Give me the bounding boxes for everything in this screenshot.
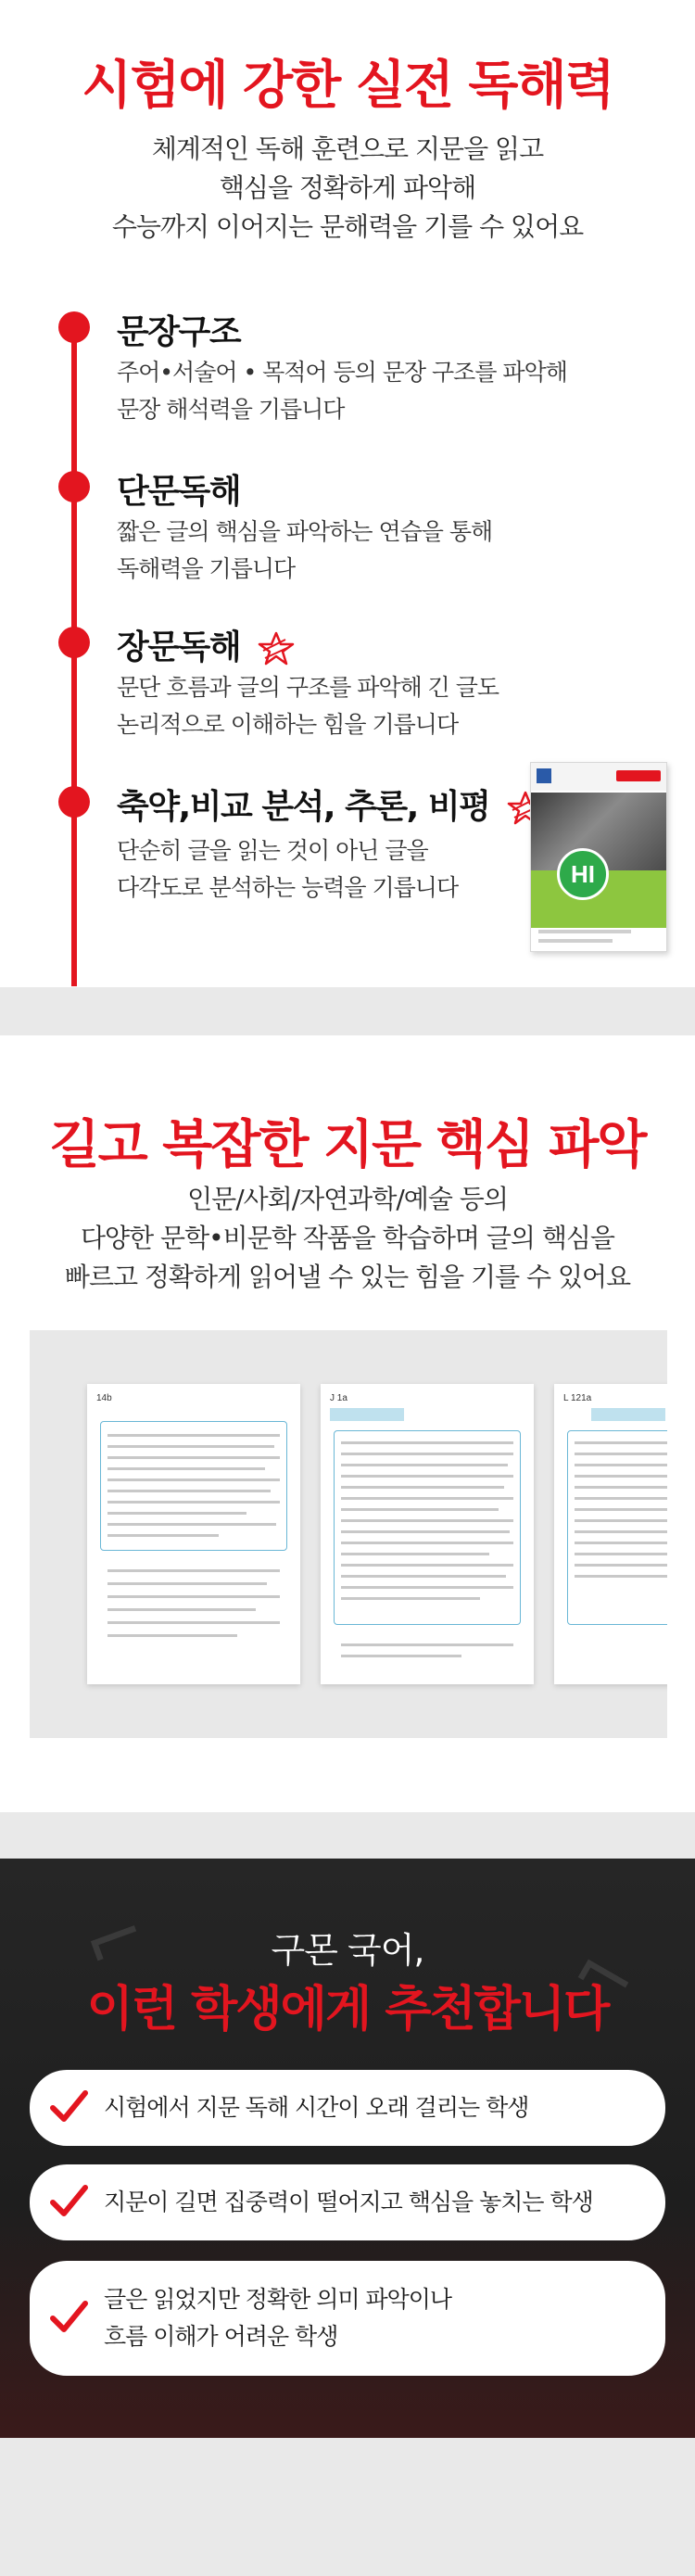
footnote-line (341, 1655, 461, 1657)
passage-line (107, 1501, 280, 1504)
workbook-cover-image (530, 762, 667, 952)
worksheet-label: L 121a (563, 1393, 592, 1403)
section2-subtitle (0, 1180, 695, 1297)
passage-line (575, 1486, 667, 1489)
timeline-desc-line: 논리적으로 이해하는 힘을 기릅니다 (117, 711, 459, 738)
timeline-desc-line: 다각도로 분석하는 능력을 기릅니다 (117, 874, 459, 901)
passage-line (107, 1434, 280, 1437)
passage-line (341, 1553, 489, 1555)
question-line (107, 1595, 280, 1598)
passage-line (575, 1508, 667, 1511)
timeline-desc (117, 832, 458, 907)
timeline-heading (117, 621, 295, 668)
passage-line (341, 1453, 513, 1455)
passage-line (107, 1523, 276, 1526)
book-text-line (538, 939, 613, 943)
passage-line (341, 1564, 513, 1567)
recommendation-item (30, 2070, 665, 2146)
passage-line (341, 1508, 499, 1511)
passage-box (100, 1421, 287, 1551)
passage-box (334, 1430, 521, 1625)
passage-line (575, 1475, 667, 1478)
passage-line (341, 1597, 480, 1600)
timeline-heading: 문장구조 (117, 313, 241, 351)
section1-subtitle-line: 수능까지 이어지는 문해력을 기를 수 있어요 (111, 211, 584, 242)
question-line (107, 1582, 267, 1585)
passage-line (107, 1467, 265, 1470)
recommendation-item (30, 2164, 665, 2240)
recommendation-text: 시험에서 지문 독해 시간이 오래 걸리는 학생 (104, 2094, 529, 2121)
decorative-stroke-icon: ⌐ (70, 1887, 158, 1990)
passage-line (575, 1553, 667, 1555)
timeline-heading-text: 축약,비교 분석, 추론, 비평 (117, 788, 490, 826)
passage-line (341, 1586, 513, 1589)
timeline-heading: 단문독해 (117, 473, 241, 511)
recommendation-text (104, 2281, 451, 2355)
section-divider (0, 1812, 695, 1859)
passage-line (341, 1530, 510, 1533)
star-icon (258, 630, 295, 667)
passage-line (575, 1519, 667, 1522)
question-line (107, 1569, 280, 1572)
passage-line (341, 1542, 513, 1544)
section1-subtitle-line: 체계적인 독해 훈련으로 지문을 읽고 (151, 133, 544, 164)
worksheet-label: 14b (96, 1393, 112, 1403)
passage-line (575, 1575, 667, 1578)
section-divider (0, 987, 695, 1035)
decorative-stroke-icon: ⌐ (557, 1922, 654, 2029)
worksheet-page (87, 1384, 300, 1684)
timeline-heading-text: 장문독해 (117, 628, 241, 666)
passage-line (341, 1475, 513, 1478)
worksheet-label: J 1a (330, 1393, 348, 1403)
passage-line (341, 1575, 506, 1578)
brand-tag (616, 770, 661, 781)
passage-line (107, 1490, 271, 1492)
section2-subtitle-line: 다양한 문학•비문학 작품을 학습하며 글의 핵심을 (81, 1223, 614, 1253)
bottom-spacer (0, 2438, 695, 2576)
timeline-dot (58, 627, 90, 658)
timeline-desc-line: 주어•서술어 • 목적어 등의 문장 구조를 파악해 (117, 359, 567, 386)
level-badge: HI (557, 848, 609, 900)
section1-title: 시험에 강한 실전 독해력 (82, 56, 613, 116)
worksheet-page (321, 1384, 534, 1684)
section-long-passages (0, 1035, 695, 1812)
timeline-desc (117, 514, 492, 588)
passage-line (341, 1486, 504, 1489)
worksheet-preview-area (30, 1330, 667, 1738)
timeline-desc (117, 354, 567, 428)
question-line (107, 1634, 237, 1637)
passage-line (341, 1464, 508, 1466)
section3-title: 이런 학생에게 추천합니다 (86, 1982, 609, 2037)
passage-line (107, 1456, 280, 1459)
section2-subtitle-line: 인문/사회/자연과학/예술 등의 (187, 1184, 508, 1214)
check-icon (48, 2182, 89, 2223)
check-icon (48, 2087, 89, 2128)
recommendation-text-line: 흐름 이해가 어려운 학생 (104, 2323, 338, 2350)
timeline-desc-line: 문단 흐름과 글의 구조를 파악해 긴 글도 (117, 674, 499, 701)
section1-subtitle-line: 핵심을 정확하게 파악해 (219, 172, 476, 203)
recommendation-text: 지문이 길면 집중력이 떨어지고 핵심을 놓치는 학생 (104, 2189, 593, 2215)
timeline-desc-line: 독해력을 기릅니다 (117, 555, 296, 582)
check-icon (48, 2298, 89, 2339)
passage-line (107, 1445, 274, 1448)
worksheet-band (330, 1408, 404, 1421)
section1-subtitle (0, 130, 695, 247)
timeline-desc-line: 문장 해석력을 기릅니다 (117, 396, 345, 423)
passage-line (575, 1441, 667, 1444)
passage-box (567, 1430, 667, 1625)
timeline-dot (58, 786, 90, 818)
passage-line (341, 1519, 513, 1522)
passage-line (575, 1542, 667, 1544)
timeline-dot (58, 311, 90, 343)
timeline-desc-line: 짧은 글의 핵심을 파악하는 연습을 통해 (117, 518, 493, 545)
passage-line (575, 1453, 667, 1455)
passage-line (575, 1530, 667, 1533)
passage-line (341, 1441, 513, 1444)
recommendation-text-line: 글은 읽었지만 정확한 의미 파악이나 (104, 2286, 452, 2313)
passage-line (341, 1497, 513, 1500)
worksheet-page (554, 1384, 667, 1684)
passage-line (575, 1564, 667, 1567)
section2-subtitle-line: 빠르고 정확하게 읽어낼 수 있는 힘을 기를 수 있어요 (64, 1262, 631, 1292)
timeline-heading (117, 780, 544, 828)
book-text-line (538, 930, 631, 933)
timeline-desc-line: 단순히 글을 읽는 것이 아닌 글을 (117, 837, 428, 864)
timeline-desc (117, 669, 499, 743)
section-reading-skills (0, 0, 695, 987)
passage-line (575, 1464, 667, 1466)
section2-title: 길고 복잡한 지문 핵심 파악 (49, 1115, 646, 1175)
passage-line (107, 1534, 219, 1537)
footnote-line (341, 1643, 513, 1646)
section3-subtitle: 구몬 국어, (271, 1930, 424, 1971)
worksheet-band (591, 1408, 665, 1421)
recommendation-item (30, 2261, 665, 2376)
passage-line (575, 1497, 667, 1500)
kumon-logo-icon (537, 768, 551, 783)
timeline-dot (58, 471, 90, 502)
question-line (107, 1621, 280, 1624)
passage-line (107, 1512, 246, 1515)
question-line (107, 1608, 256, 1611)
section-recommendation (0, 1859, 695, 2438)
passage-line (107, 1478, 280, 1481)
